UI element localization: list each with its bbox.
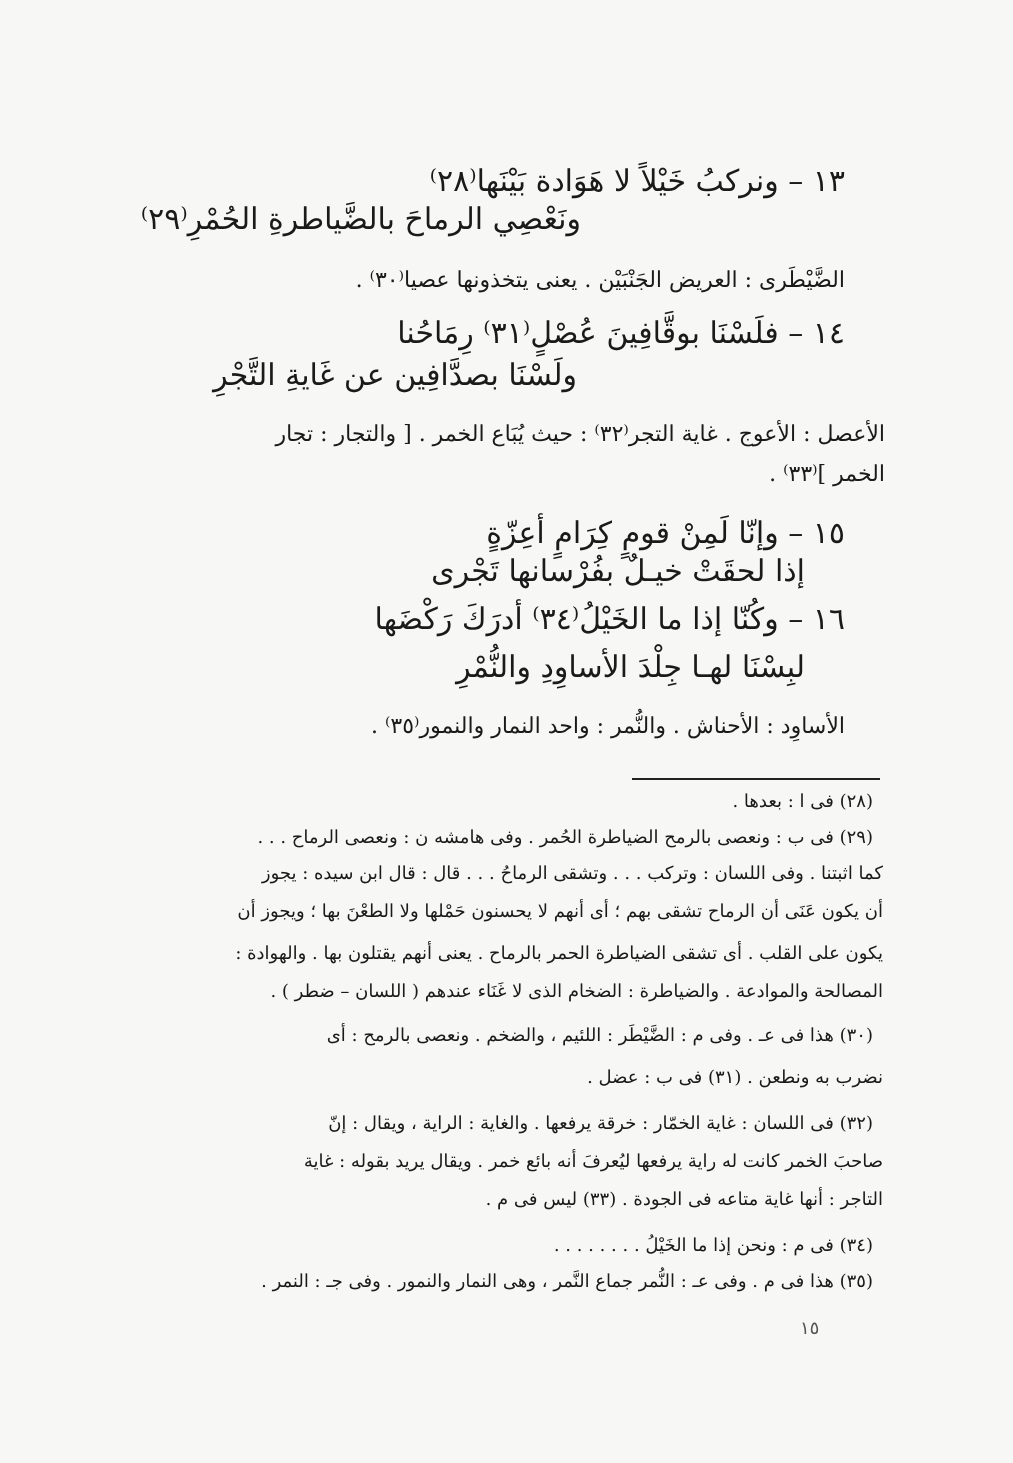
gloss-aasal-line-2: الخمر ]⁽٣٣⁾ . — [769, 462, 885, 487]
verse-15-first-hemistich: ١٥ – وإنّا لَمِنْ قومٍ كِرَامٍ أعِزّةٍ — [486, 516, 845, 551]
footnote-30-line-1: (٣٠) هذا فى عـ . وفى م : الضَّيْطَر : اللئيم ، والضخم . ونعصى بالرمح : أى — [326, 1025, 873, 1046]
verse-15-second-hemistich: إذا لحقَتْ خيـلٌ بفُرْسانها تَجْرى — [431, 554, 805, 589]
gloss-aasal-line-1: الأعصل : الأعوج . غاية التجر⁽٣٢⁾ : حيث يُبَاع الخمر . [ والتجار : تجار — [275, 422, 885, 447]
verse-14-second-hemistich: ولَسْنَا بصدَّافِين عن غَايةِ التَّجْرِ — [213, 358, 577, 393]
footnote-35: (٣٥) هذا فى م . وفى عـ : النُّمر جماع النَّمر ، وهى النمار والنمور . وفى جـ : النمر . — [261, 1271, 873, 1292]
verse-16-second-hemistich: لبِسْنَا لهـا جِلْدَ الأساوِدِ والنُّمْرِ — [456, 650, 805, 685]
page-number: ١٥ — [800, 1318, 820, 1339]
footnote-34: (٣٤) فى م : ونحن إذا ما الخَيْلُ . . . . . . . . — [553, 1235, 873, 1256]
footnote-30-31-line-2: نضرب به ونطعن . (٣١) فى ب : عضل . — [587, 1067, 883, 1088]
footnote-32-33-line-3: التاجر : أنها غاية متاعه فى الجودة . (٣٣) ليس فى م . — [485, 1189, 883, 1210]
verse-16-first-hemistich: ١٦ – وكُنّا إذا ما الخَيْلُ⁽٣٤⁾ أدرَكَ رَكْضَها — [374, 602, 845, 637]
footnote-29-line-2: كما اثبتنا . وفى اللسان : وتركب . . . وتشقى الرماحُ . . . قال : قال ابن سيده : يجوز — [261, 863, 883, 884]
gloss-daytara: الضَّيْطَرى : العريض الجَنْبَيْن . يعنى يتخذونها عصيا⁽٣٠⁾ . — [355, 268, 845, 293]
gloss-asawid: الأساوِد : الأحناش . والنُّمر : واحد النمار والنمور⁽٣٥⁾ . — [371, 714, 845, 739]
footnote-29-line-3: أن يكون عَنَى أن الرماح تشقى بهم ؛ أى أنهم لا يحسنون حَمْلها ولا الطعْنَ بها ؛ ويجوز أن — [237, 901, 883, 922]
footnote-32-line-2: صاحبَ الخمر كانت له راية يرفعها ليُعرفَ أنه بائع خمر . ويقال يريد بقوله : غاية — [303, 1151, 883, 1172]
footnote-29-line-5: المصالحة والموادعة . والضياطرة : الضخام الذى لا غَنَاء عندهم ( اللسان – ضطر ) . — [270, 981, 883, 1002]
footnote-29-line-1: (٢٩) فى ب : ونعصى بالرمح الضياطرة الحُمر . وفى هامشه ن : ونعصى الرماح . . . — [257, 827, 873, 848]
footnote-separator — [632, 778, 880, 780]
footnote-28: (٢٨) فى ا : بعدها . — [732, 791, 873, 812]
verse-14-first-hemistich: ١٤ – فلَسْنَا بوقَّافِينَ عُصْلٍ⁽٣١⁾ رِمَاحُنا — [397, 316, 845, 351]
footnote-32-line-1: (٣٢) فى اللسان : غاية الخمّار : خرقة يرفعها . والغاية : الراية ، ويقال : إنّ — [328, 1113, 873, 1134]
footnote-29-line-4: يكون على القلب . أى تشقى الضياطرة الحمر بالرماح . يعنى أنهم يقتلون بها . والهوادة : — [235, 943, 883, 964]
verse-13-second-hemistich: ونَعْصِي الرماحَ بالضَّياطرةِ الحُمْرِ⁽٢٩⁾ — [140, 202, 581, 237]
verse-13-first-hemistich: ١٣ – ونركبُ خَيْلاً لا هَوَادة بَيْنَها⁽٢٨⁾ — [429, 164, 845, 199]
